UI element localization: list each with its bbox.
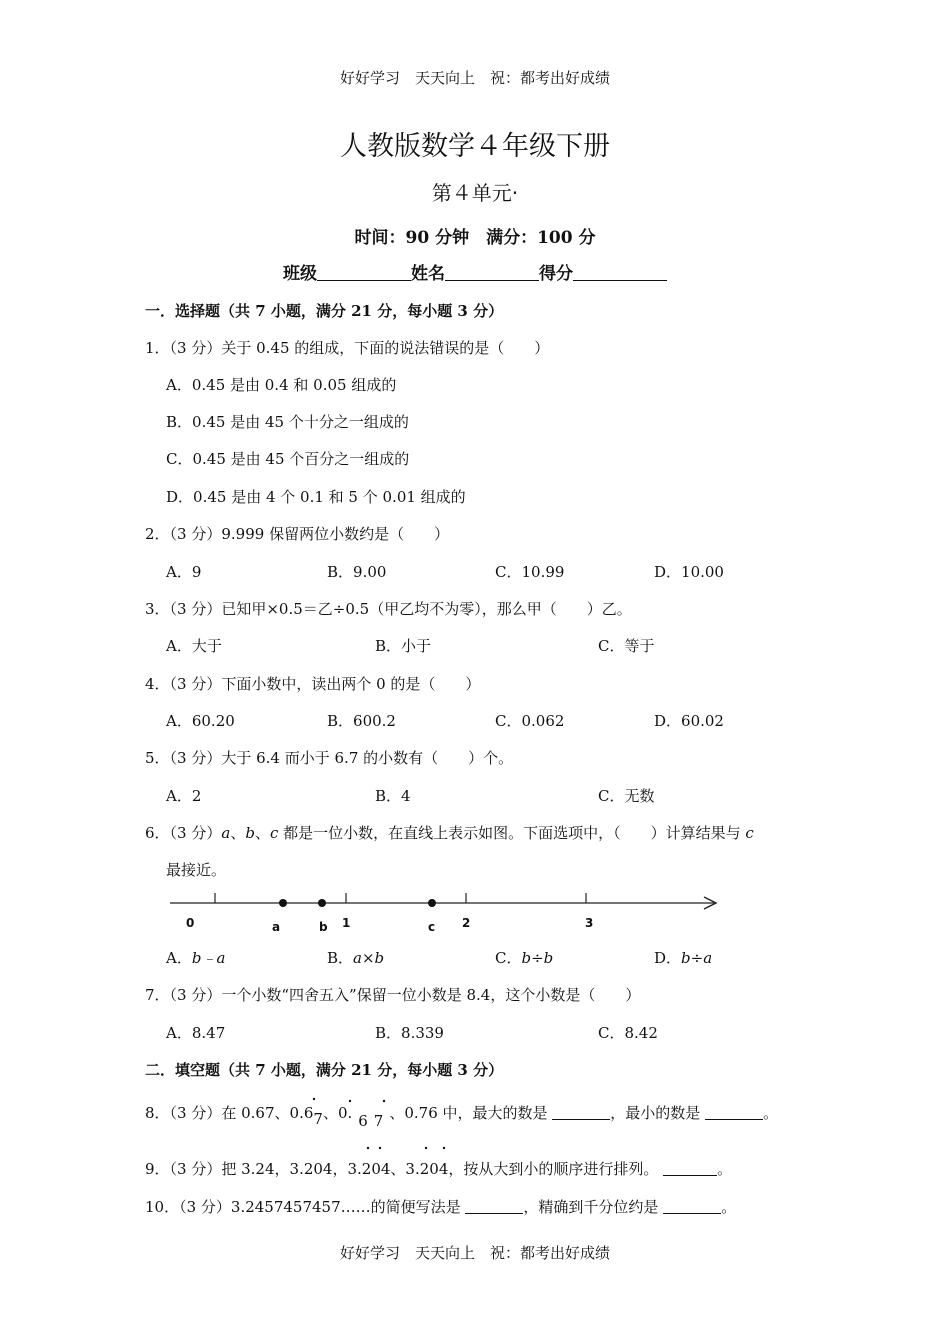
q10-stem <box>145 1196 736 1217</box>
q6-stem-prefix: 6．（3 分） <box>145 824 222 842</box>
repeating-dots <box>360 1145 450 1153</box>
q6-var-b: b <box>245 824 255 842</box>
q2-stem: 2．（3 分）9.999 保留两位小数约是（ ） <box>145 525 450 543</box>
option-expr: b÷b <box>521 949 554 967</box>
q9-text: 9．（3 分）把 3.24，3.204，3.20 <box>145 1160 381 1178</box>
point-label-a: a <box>272 920 281 934</box>
q8-text: 、0. <box>322 1104 353 1122</box>
tick-label-1: 1 <box>342 916 351 930</box>
q1-stem: 1．（3 分）关于 0.45 的组成，下面的说法错误的是（ ） <box>145 339 550 357</box>
q2-option-c[interactable]: C．10.99 <box>495 563 565 581</box>
name-label: 姓名 <box>411 264 445 284</box>
q7-option-c[interactable]: C．8.42 <box>598 1024 658 1042</box>
q9-stem <box>145 1158 732 1179</box>
student-info <box>0 259 950 284</box>
q4-option-d[interactable]: D．60.02 <box>654 712 724 730</box>
q6-sep: 、 <box>230 824 246 842</box>
q8-stem <box>145 1102 779 1130</box>
option-expr: b÷a <box>681 949 713 967</box>
repeating-digit: 6 <box>358 1112 368 1130</box>
q6-var-c: c <box>269 824 279 842</box>
q10-blank-short[interactable] <box>465 1198 523 1214</box>
number-line <box>166 888 726 938</box>
q10-text: 。 <box>721 1198 737 1216</box>
q1-option-c[interactable]: C．0.45 是由 45 个百分之一组成的 <box>166 450 410 468</box>
page-header: 好好学习 天天向上 祝：都考出好成绩 <box>339 69 610 87</box>
page-footer: 好好学习 天天向上 祝：都考出好成绩 <box>339 1244 610 1262</box>
exam-meta: 时间：90 分钟 满分：100 分 <box>354 228 596 248</box>
number-line-axis <box>166 888 726 918</box>
section-fill-heading: 二．填空题（共 7 小题，满分 21 分，每小题 3 分） <box>145 1061 504 1079</box>
q6-stem-line2: 最接近。 <box>166 861 227 879</box>
q3-option-c[interactable]: C．等于 <box>598 637 655 655</box>
repeating-digit: 204 <box>419 1160 449 1178</box>
tick-label-2: 2 <box>462 916 471 930</box>
q4-option-c[interactable]: C．0.062 <box>495 712 565 730</box>
q2-option-d[interactable]: D．10.00 <box>654 563 724 581</box>
q5-option-a[interactable]: A．2 <box>166 787 202 805</box>
repeating-dots <box>310 1096 390 1110</box>
q8-blank-max[interactable] <box>552 1104 610 1120</box>
repeating-digit: 7 <box>313 1110 323 1128</box>
q6-stem <box>145 822 754 843</box>
q1-option-b[interactable]: B．0.45 是由 45 个十分之一组成的 <box>166 413 409 431</box>
option-prefix: C． <box>495 949 522 967</box>
q1-option-a[interactable]: A．0.45 是由 0.4 和 0.05 组成的 <box>166 376 397 394</box>
q4-stem: 4．（3 分）下面小数中，读出两个 0 的是（ ） <box>145 675 481 693</box>
q9-text: 、3. <box>390 1160 420 1178</box>
repeating-digit: 7 <box>373 1112 384 1130</box>
point-label-c: c <box>428 920 436 934</box>
q9-text: 。 <box>717 1160 733 1178</box>
q6-option-d[interactable] <box>654 947 712 968</box>
q7-stem: 7．（3 分）一个小数“四舍五入”保留一位小数是 8.4，这个小数是（ ） <box>145 986 641 1004</box>
q8-text: 、0.76 中，最大的数是 <box>389 1104 553 1122</box>
q8-blank-min[interactable] <box>705 1104 763 1120</box>
q3-option-b[interactable]: B．小于 <box>375 637 432 655</box>
tick-label-3: 3 <box>585 916 594 930</box>
q10-text: 10．（3 分）3.2457457457……的简便写法是 <box>145 1198 466 1216</box>
q6-var-c: c <box>745 824 754 842</box>
section-choice-heading: 一．选择题（共 7 小题，满分 21 分，每小题 3 分） <box>145 302 504 320</box>
q9-text: ，按从大到小的顺序进行排列。 <box>448 1160 664 1178</box>
class-label: 班级 <box>283 264 317 284</box>
repeating-digit: 4 <box>380 1160 391 1178</box>
unit-subtitle: 第４单元· <box>431 181 519 205</box>
q6-var-a: a <box>221 824 231 842</box>
q8-text: ，最小的数是 <box>610 1104 706 1122</box>
q5-option-c[interactable]: C．无数 <box>598 787 655 805</box>
q1-option-d[interactable]: D．0.45 是由 4 个 0.1 和 5 个 0.01 组成的 <box>166 488 466 506</box>
q5-option-b[interactable]: B．4 <box>375 787 411 805</box>
tick-label-0: 0 <box>186 916 195 930</box>
q6-stem-text: 都是一位小数，在直线上表示如图。下面选项中，（ ）计算结果与 <box>278 824 746 842</box>
option-expr: a×b <box>353 949 385 967</box>
q8-text: 。 <box>763 1104 779 1122</box>
name-blank[interactable] <box>445 263 539 281</box>
score-blank[interactable] <box>573 263 667 281</box>
option-expr: b﹣a <box>191 949 226 967</box>
q2-option-a[interactable]: A．9 <box>166 563 202 581</box>
q7-option-a[interactable]: A．8.47 <box>166 1024 226 1042</box>
q4-option-b[interactable]: B．600.2 <box>327 712 396 730</box>
q3-option-a[interactable]: A．大于 <box>166 637 222 655</box>
point-label-b: b <box>319 920 328 934</box>
q5-stem: 5．（3 分）大于 6.4 而小于 6.7 的小数有（ ）个。 <box>145 749 514 767</box>
q10-blank-round[interactable] <box>663 1198 721 1214</box>
q10-text: ，精确到千分位约是 <box>523 1198 664 1216</box>
q4-option-a[interactable]: A．60.20 <box>166 712 235 730</box>
option-prefix: D． <box>654 949 682 967</box>
q6-sep: 、 <box>254 824 270 842</box>
score-label: 得分 <box>539 264 573 284</box>
q9-blank[interactable] <box>663 1160 717 1176</box>
option-prefix: B． <box>327 949 354 967</box>
q2-option-b[interactable]: B．9.00 <box>327 563 387 581</box>
q3-stem: 3．（3 分）已知甲×0.5＝乙÷0.5（甲乙均不为零），那么甲（ ）乙。 <box>145 600 632 618</box>
q7-option-b[interactable]: B．8.339 <box>375 1024 444 1042</box>
q6-option-c[interactable] <box>495 947 553 968</box>
page-title: 人教版数学４年级下册 <box>340 131 610 162</box>
q8-text: 8．（3 分）在 0.67、0.6 <box>145 1104 314 1122</box>
class-blank[interactable] <box>317 263 411 281</box>
q6-option-a[interactable] <box>166 947 225 968</box>
option-prefix: A． <box>166 949 192 967</box>
q6-option-b[interactable] <box>327 947 384 968</box>
